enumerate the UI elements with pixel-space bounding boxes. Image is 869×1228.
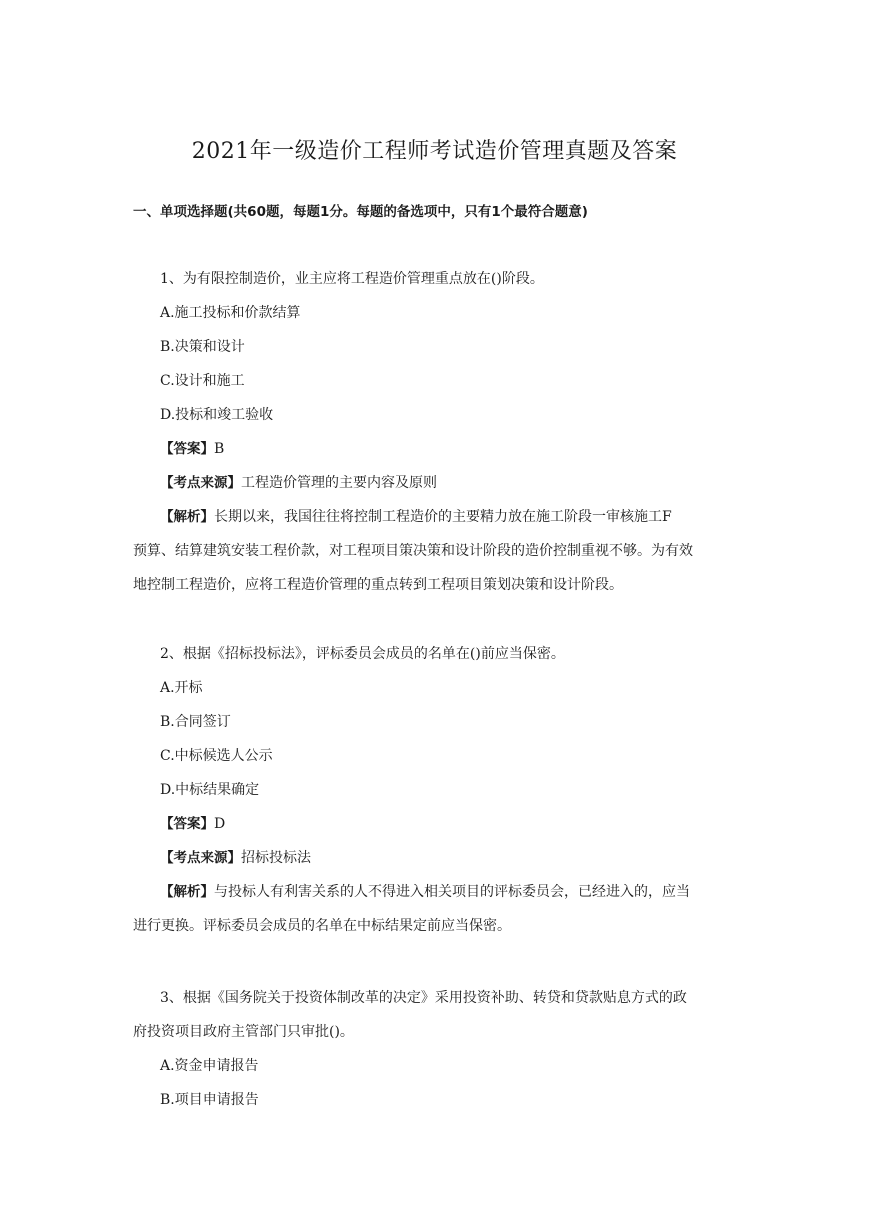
answer-value: D: [214, 816, 226, 832]
source-value: 招标投标法: [241, 850, 311, 866]
question-1-option-a: A.施工投标和价款结算: [160, 305, 301, 321]
question-2-source: [160, 847, 311, 869]
question-1-analysis-line-3: 地控制工程造价，应将工程造价管理的重点转到工程项目策划决策和设计阶段。: [133, 577, 623, 593]
question-1-answer: [160, 438, 224, 460]
question-2-analysis-line-2: 进行更换。评标委员会成员的名单在中标结果定前应当保密。: [133, 918, 511, 934]
answer-tag: 【答案】: [160, 441, 214, 457]
question-2-option-a: A.开标: [160, 680, 203, 696]
question-2-stem: 2、根据《招标投标法》，评标委员会成员的名单在()前应当保密。: [160, 646, 565, 662]
question-1-analysis-line-1: [160, 506, 672, 528]
question-1-analysis-line-2: 预算、结算建筑安装工程价款，对工程项目策决策和设计阶段的造价控制重视不够。为有效: [133, 543, 693, 559]
question-2-option-b: B.合同签订: [160, 714, 231, 730]
source-tag: 【考点来源】: [160, 475, 241, 491]
answer-value: B: [214, 441, 225, 457]
question-3-option-b: B.项目申请报告: [160, 1092, 259, 1108]
question-1-stem: 1、为有限控制造价，业主应将工程造价管理重点放在()阶段。: [160, 271, 544, 287]
analysis-tag: 【解析】: [160, 884, 214, 900]
question-1-option-c: C.设计和施工: [160, 373, 245, 389]
analysis-text: 长期以来，我国往往将控制工程造价的主要精力放在施工阶段一审核施工F: [214, 509, 672, 525]
source-value: 工程造价管理的主要内容及原则: [241, 475, 437, 491]
question-2-option-d: D.中标结果确定: [160, 782, 260, 798]
question-3-stem-line-2: 府投资项目政府主管部门只审批()。: [133, 1024, 354, 1040]
source-tag: 【考点来源】: [160, 850, 241, 866]
section-heading: 一、单项选择题(共60题，每题1分。每题的备选项中，只有1个最符合题意): [133, 204, 588, 220]
question-3-option-a: A.资金申请报告: [160, 1058, 259, 1074]
question-2-analysis-line-1: [160, 881, 690, 903]
question-1-option-b: B.决策和设计: [160, 339, 245, 355]
question-2-answer: [160, 813, 225, 835]
answer-tag: 【答案】: [160, 816, 214, 832]
question-1-option-d: D.投标和竣工验收: [160, 407, 274, 423]
question-2-option-c: C.中标候选人公示: [160, 748, 273, 764]
analysis-text: 与投标人有利害关系的人不得进入相关项目的评标委员会，已经进入的，应当: [214, 884, 690, 900]
question-3-stem-line-1: 3、根据《国务院关于投资体制改革的决定》采用投资补助、转贷和贷款贴息方式的政: [160, 990, 687, 1006]
document-title: 2021年一级造价工程师考试造价管理真题及答案: [191, 139, 678, 164]
question-1-source: [160, 472, 437, 494]
analysis-tag: 【解析】: [160, 509, 214, 525]
